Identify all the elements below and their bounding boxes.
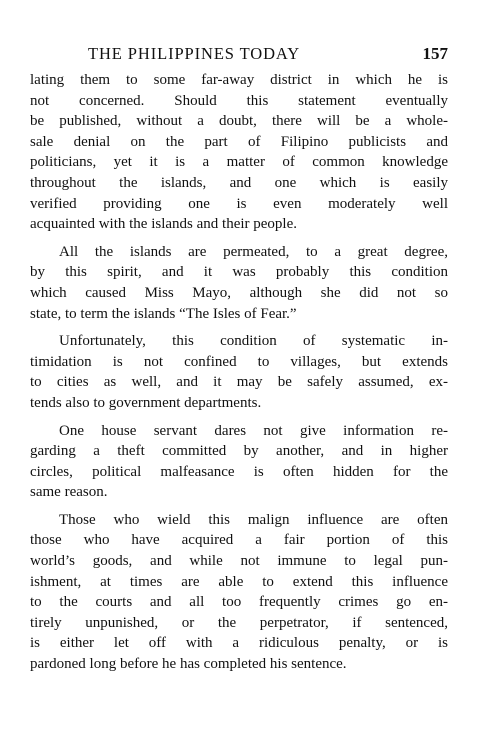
text-line: tends also to government departments. — [30, 394, 262, 411]
text-line: lating them to some far-away district in which he is — [30, 72, 448, 88]
text-line: One house servant dares not give information re- — [59, 422, 448, 439]
text-line: All the islands are permeated, to a great degree, — [59, 243, 448, 260]
text-line: which caused Miss Mayo, although she did not so — [30, 284, 448, 301]
text-line: those who have acquired a fair portion of this — [30, 532, 448, 549]
text-line: ishment, at times are able to extend this influence — [30, 573, 448, 590]
text-line: acquainted with the islands and their people. — [30, 216, 298, 233]
text-line: to cities as well, and it may be safely assumed, ex- — [30, 374, 448, 391]
text-line: to the courts and all too frequently crimes go en- — [30, 594, 448, 611]
text-line: Unfortunately, this condition of systematic in- — [59, 333, 448, 350]
text-line: be published, without a doubt, there will be a whole- — [30, 113, 448, 130]
text-line: world’s goods, and while not immune to legal pun- — [30, 553, 448, 570]
text-line: timidation is not confined to villages, but extends — [30, 353, 448, 370]
page-number: 157 — [422, 44, 448, 63]
body-text — [30, 70, 448, 675]
text-line: garding a theft committed by another, and in higher — [30, 443, 448, 460]
paragraph — [30, 331, 448, 413]
text-line: same reason. — [30, 484, 108, 501]
text-line: verified providing one is even moderately well — [30, 195, 448, 212]
text-line: tirely unpunished, or the perpetrator, if sentenced, — [30, 614, 448, 631]
paragraph — [30, 510, 448, 675]
running-title: THE PHILIPPINES TODAY — [88, 44, 301, 63]
text-line: politicians, yet it is a matter of common knowledge — [30, 154, 448, 171]
text-line: is either let off with a ridiculous penalty, or is — [30, 635, 448, 652]
text-line: state, to term the islands “The Isles of Fear.” — [30, 305, 297, 322]
text-line: not concerned. Should this statement eventually — [30, 92, 448, 109]
text-line: circles, political malfeasance is often hidden for the — [30, 463, 448, 480]
paragraph — [30, 242, 448, 324]
text-line: throughout the islands, and one which is easily — [30, 174, 448, 191]
text-line: sale denial on the part of Filipino publicists and — [30, 133, 448, 150]
running-head — [88, 44, 448, 66]
text-line: pardoned long before he has completed his sentence. — [30, 656, 347, 673]
text-line: Those who wield this malign influence are often — [59, 511, 448, 528]
text-line: by this spirit, and it was probably this condition — [30, 264, 448, 281]
paragraph — [30, 70, 448, 235]
paragraph — [30, 421, 448, 503]
